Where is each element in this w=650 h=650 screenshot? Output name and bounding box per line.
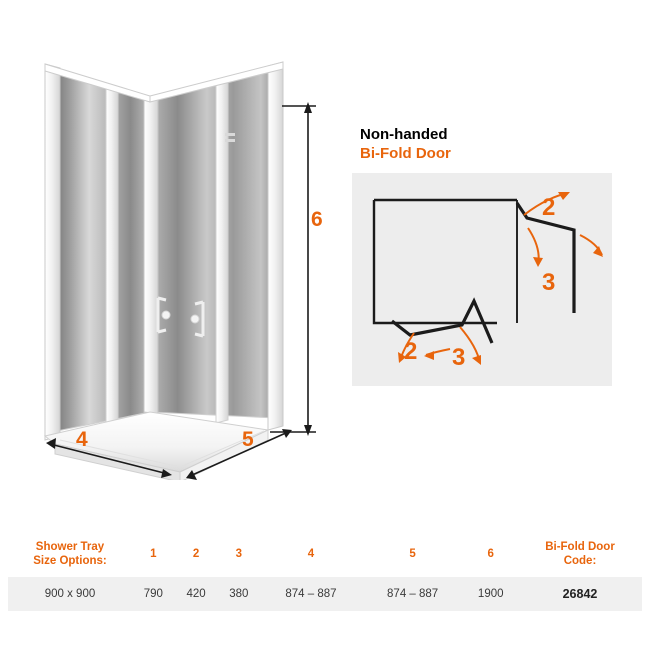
table-header bbox=[8, 537, 642, 577]
column-header-size-options-line1: Shower Tray bbox=[35, 541, 105, 553]
cell-dim-1: 790 bbox=[132, 577, 175, 612]
door-type-subtitle: Bi-Fold Door bbox=[360, 145, 451, 162]
cell-dim-2: 420 bbox=[175, 577, 218, 612]
column-header-5: 5 bbox=[362, 537, 464, 577]
svg-text:2: 2 bbox=[542, 194, 556, 221]
dimension-label-4: 4 bbox=[76, 428, 88, 451]
cell-dim-5: 874 – 887 bbox=[362, 577, 464, 612]
specification-table bbox=[8, 537, 642, 611]
column-header-6: 6 bbox=[463, 537, 518, 577]
door-type-heading bbox=[360, 125, 620, 163]
column-header-door-code-line2: Code: bbox=[563, 555, 597, 567]
table-row bbox=[8, 577, 642, 612]
cell-tray-size: 900 x 900 bbox=[8, 577, 132, 612]
svg-text:2: 2 bbox=[404, 338, 418, 365]
plan-view-panel bbox=[352, 173, 612, 386]
cell-dim-3: 380 bbox=[217, 577, 260, 612]
shower-enclosure-drawing bbox=[20, 40, 340, 480]
table-body bbox=[8, 577, 642, 612]
svg-text:3: 3 bbox=[452, 344, 466, 371]
column-header-4: 4 bbox=[260, 537, 362, 577]
column-header-3: 3 bbox=[217, 537, 260, 577]
column-header-size-options bbox=[8, 537, 132, 577]
column-header-size-options-line2: Size Options: bbox=[33, 555, 107, 567]
column-header-door-code bbox=[518, 537, 642, 577]
dimension-label-5: 5 bbox=[242, 428, 254, 451]
column-header-door-code-line1: Bi-Fold Door bbox=[545, 541, 615, 553]
cell-door-code: 26842 bbox=[518, 577, 642, 612]
product-illustration bbox=[20, 40, 340, 480]
column-header-2: 2 bbox=[175, 537, 218, 577]
table-header-row bbox=[8, 537, 642, 577]
column-header-1: 1 bbox=[132, 537, 175, 577]
bifold-door-plan-diagram bbox=[352, 173, 612, 386]
dimension-label-6: 6 bbox=[311, 208, 323, 231]
svg-text:3: 3 bbox=[542, 269, 556, 296]
door-type-title: Non-handed bbox=[360, 126, 448, 143]
cell-dim-4: 874 – 887 bbox=[260, 577, 362, 612]
cell-dim-6: 1900 bbox=[463, 577, 518, 612]
